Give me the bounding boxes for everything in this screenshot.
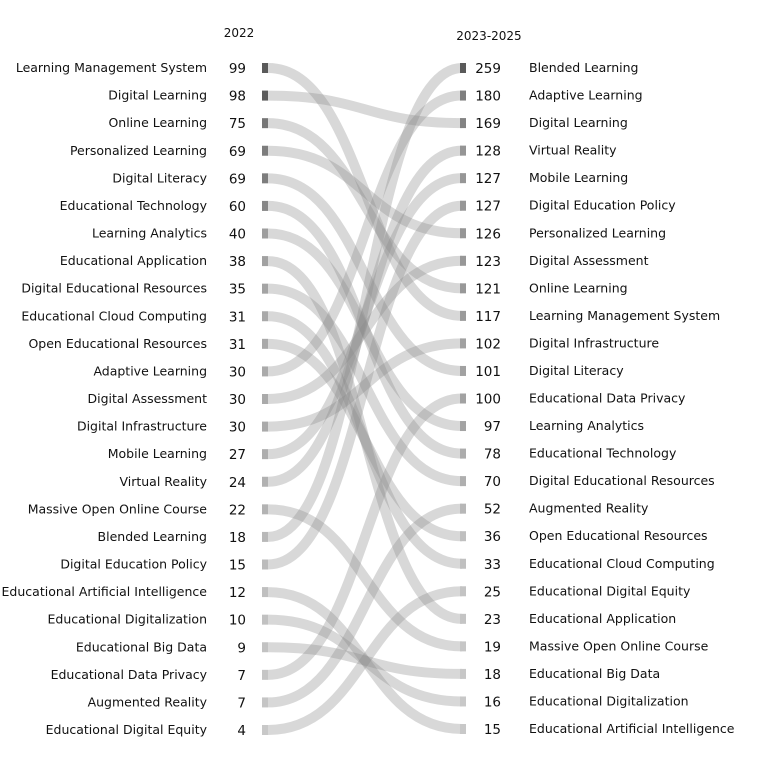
left-marker-educational-artificial-intelligence [262,587,268,597]
left-marker-educational-technology [262,201,268,211]
left-marker-blended-learning [262,532,268,542]
left-label-learning-analytics: Learning Analytics [91,225,207,241]
right-label-digital-assessment: Digital Assessment [529,252,649,268]
left-marker-digital-assessment [262,394,268,404]
left-value-personalized-learning: 69 [228,143,246,160]
left-label-educational-digitalization: Educational Digitalization [47,611,207,627]
left-label-open-educational-resources: Open Educational Resources [28,335,207,351]
right-value-learning-analytics: 97 [483,419,501,436]
right-marker-digital-learning [460,118,466,128]
right-value-educational-artificial-intelligence: 15 [483,722,501,738]
right-value-digital-education-policy: 127 [475,198,501,215]
right-label-learning-management-system: Learning Management System [529,307,721,323]
left-marker-personalized-learning [262,146,268,156]
left-marker-educational-digitalization [262,615,268,625]
left-value-educational-data-privacy: 7 [237,667,246,684]
left-label-digital-literacy: Digital Literacy [112,170,207,186]
left-label-augmented-reality: Augmented Reality [87,694,207,710]
left-label-mobile-learning: Mobile Learning [107,446,207,462]
right-label-personalized-learning: Personalized Learning [529,225,667,241]
right-value-mobile-learning: 127 [475,171,501,188]
left-marker-educational-data-privacy [262,670,268,680]
right-label-online-learning: Online Learning [529,280,628,296]
right-label-educational-digital-equity: Educational Digital Equity [529,583,691,599]
right-label-virtual-reality: Virtual Reality [529,142,617,158]
left-label-digital-assessment: Digital Assessment [87,391,207,406]
right-label-mobile-learning: Mobile Learning [529,170,629,186]
right-value-educational-technology: 78 [483,446,501,463]
right-label-educational-artificial-intelligence: Educational Artificial Intelligence [529,721,735,736]
right-marker-educational-artificial-intelligence [460,724,466,734]
left-marker-adaptive-learning [262,366,268,376]
right-label-digital-education-policy: Digital Education Policy [529,197,676,213]
left-label-digital-education-policy: Digital Education Policy [60,556,207,572]
right-label-educational-technology: Educational Technology [529,445,677,461]
right-label-blended-learning: Blended Learning [529,60,639,75]
right-value-adaptive-learning: 180 [475,88,501,105]
left-value-educational-artificial-intelligence: 12 [228,585,246,602]
right-label-adaptive-learning: Adaptive Learning [529,87,643,103]
right-label-educational-digitalization: Educational Digitalization [529,693,689,709]
right-marker-massive-open-online-course [460,641,466,651]
left-label-digital-infrastructure: Digital Infrastructure [76,418,207,434]
right-value-digital-literacy: 101 [475,363,501,380]
left-marker-virtual-reality [262,477,268,487]
right-label-digital-learning: Digital Learning [529,115,628,131]
right-marker-educational-technology [460,449,466,459]
left-value-digital-learning: 98 [228,88,246,105]
left-value-virtual-reality: 24 [228,474,246,491]
left-marker-digital-learning [262,91,268,101]
left-value-digital-literacy: 69 [228,171,246,188]
right-label-learning-analytics: Learning Analytics [529,418,645,434]
right-label-educational-big-data: Educational Big Data [529,665,661,681]
left-label-educational-cloud-computing: Educational Cloud Computing [21,308,207,324]
left-value-digital-infrastructure: 30 [228,419,246,436]
left-value-educational-cloud-computing: 31 [228,309,246,326]
left-marker-online-learning [262,118,268,128]
right-marker-adaptive-learning [460,91,466,101]
right-value-educational-cloud-computing: 33 [483,556,501,573]
left-marker-educational-digital-equity [262,725,268,735]
left-label-massive-open-online-course: Massive Open Online Course [27,501,207,517]
right-marker-online-learning [460,283,466,293]
right-label-digital-literacy: Digital Literacy [529,362,624,378]
right-marker-learning-analytics [460,421,466,431]
right-value-virtual-reality: 128 [475,143,501,160]
left-value-educational-digital-equity: 4 [237,723,246,739]
right-marker-educational-data-privacy [460,394,466,404]
left-marker-educational-cloud-computing [262,311,268,321]
left-value-adaptive-learning: 30 [228,364,246,381]
right-marker-personalized-learning [460,228,466,238]
left-value-digital-assessment: 30 [228,392,246,408]
left-value-online-learning: 75 [228,116,246,133]
left-marker-massive-open-online-course [262,504,268,514]
left-marker-educational-big-data [262,642,268,652]
right-value-educational-application: 23 [483,611,501,628]
right-value-educational-big-data: 18 [483,666,501,683]
right-label-educational-data-privacy: Educational Data Privacy [529,390,686,406]
left-label-educational-application: Educational Application [59,253,207,269]
left-label-educational-digital-equity: Educational Digital Equity [45,722,207,737]
right-value-massive-open-online-course: 19 [483,639,501,656]
left-label-educational-artificial-intelligence: Educational Artificial Intelligence [1,584,207,600]
right-marker-educational-application [460,614,466,624]
right-value-digital-infrastructure: 102 [475,336,501,353]
left-column-2022 [2,60,268,739]
right-value-open-educational-resources: 36 [483,529,501,546]
left-label-educational-big-data: Educational Big Data [75,639,207,655]
left-marker-educational-application [262,256,268,266]
left-marker-digital-literacy [262,173,268,183]
right-marker-blended-learning [460,63,466,73]
left-label-adaptive-learning: Adaptive Learning [93,363,207,379]
right-column-header: 2023-2025 [456,29,522,43]
right-value-blended-learning: 259 [475,61,501,77]
right-label-digital-educational-resources: Digital Educational Resources [529,473,715,489]
right-marker-digital-infrastructure [460,338,466,348]
left-value-educational-technology: 60 [228,198,246,215]
left-value-educational-big-data: 9 [237,640,246,657]
left-value-digital-education-policy: 15 [228,557,246,574]
left-value-educational-application: 38 [228,254,246,271]
right-marker-digital-literacy [460,366,466,376]
left-marker-learning-analytics [262,229,268,239]
right-label-digital-infrastructure: Digital Infrastructure [529,335,660,351]
left-value-blended-learning: 18 [228,529,246,546]
left-marker-learning-management-system [262,63,268,73]
left-value-learning-analytics: 40 [228,226,246,243]
left-label-educational-technology: Educational Technology [59,197,207,213]
left-value-digital-educational-resources: 35 [228,281,246,298]
rank-ribbons [268,68,462,730]
right-marker-learning-management-system [460,311,466,321]
right-marker-digital-educational-resources [460,476,466,486]
right-marker-virtual-reality [460,146,466,156]
right-marker-mobile-learning [460,173,466,183]
right-marker-augmented-reality [460,504,466,514]
right-label-educational-application: Educational Application [529,610,677,626]
right-marker-educational-big-data [460,669,466,679]
left-marker-digital-infrastructure [262,422,268,432]
right-value-educational-digitalization: 16 [483,694,501,711]
left-marker-digital-educational-resources [262,284,268,294]
right-value-digital-educational-resources: 70 [483,474,501,491]
right-column-2023-2025 [460,60,735,738]
left-value-open-educational-resources: 31 [228,336,246,353]
right-value-educational-data-privacy: 100 [475,391,501,408]
left-marker-mobile-learning [262,449,268,459]
left-column-header: 2022 [223,26,255,40]
right-value-digital-assessment: 123 [475,253,501,270]
left-label-virtual-reality: Virtual Reality [119,473,207,489]
right-value-augmented-reality: 52 [483,501,501,518]
left-label-learning-management-system: Learning Management System [15,60,207,75]
left-label-blended-learning: Blended Learning [97,528,207,544]
right-value-personalized-learning: 126 [475,226,501,243]
left-label-digital-educational-resources: Digital Educational Resources [21,280,207,296]
right-marker-educational-digital-equity [460,586,466,596]
left-marker-digital-education-policy [262,560,268,570]
left-value-mobile-learning: 27 [228,447,246,464]
right-value-educational-digital-equity: 25 [483,584,501,601]
right-label-massive-open-online-course: Massive Open Online Course [529,638,709,654]
left-marker-open-educational-resources [262,339,268,349]
right-value-learning-management-system: 117 [475,308,501,325]
right-marker-open-educational-resources [460,531,466,541]
right-value-online-learning: 121 [475,281,501,298]
right-marker-digital-education-policy [460,201,466,211]
right-value-digital-learning: 169 [475,116,501,133]
left-value-augmented-reality: 7 [237,695,246,712]
right-marker-educational-cloud-computing [460,559,466,569]
left-label-online-learning: Online Learning [108,115,207,131]
right-label-open-educational-resources: Open Educational Resources [529,528,708,544]
right-label-augmented-reality: Augmented Reality [529,500,649,516]
left-label-personalized-learning: Personalized Learning [69,142,207,158]
right-marker-educational-digitalization [460,696,466,706]
right-marker-digital-assessment [460,256,466,266]
left-value-massive-open-online-course: 22 [228,502,246,519]
right-label-educational-cloud-computing: Educational Cloud Computing [529,555,715,571]
left-label-digital-learning: Digital Learning [108,87,207,103]
left-value-learning-management-system: 99 [228,61,246,77]
left-marker-augmented-reality [262,697,268,707]
left-value-educational-digitalization: 10 [228,612,246,629]
left-label-educational-data-privacy: Educational Data Privacy [50,666,207,682]
